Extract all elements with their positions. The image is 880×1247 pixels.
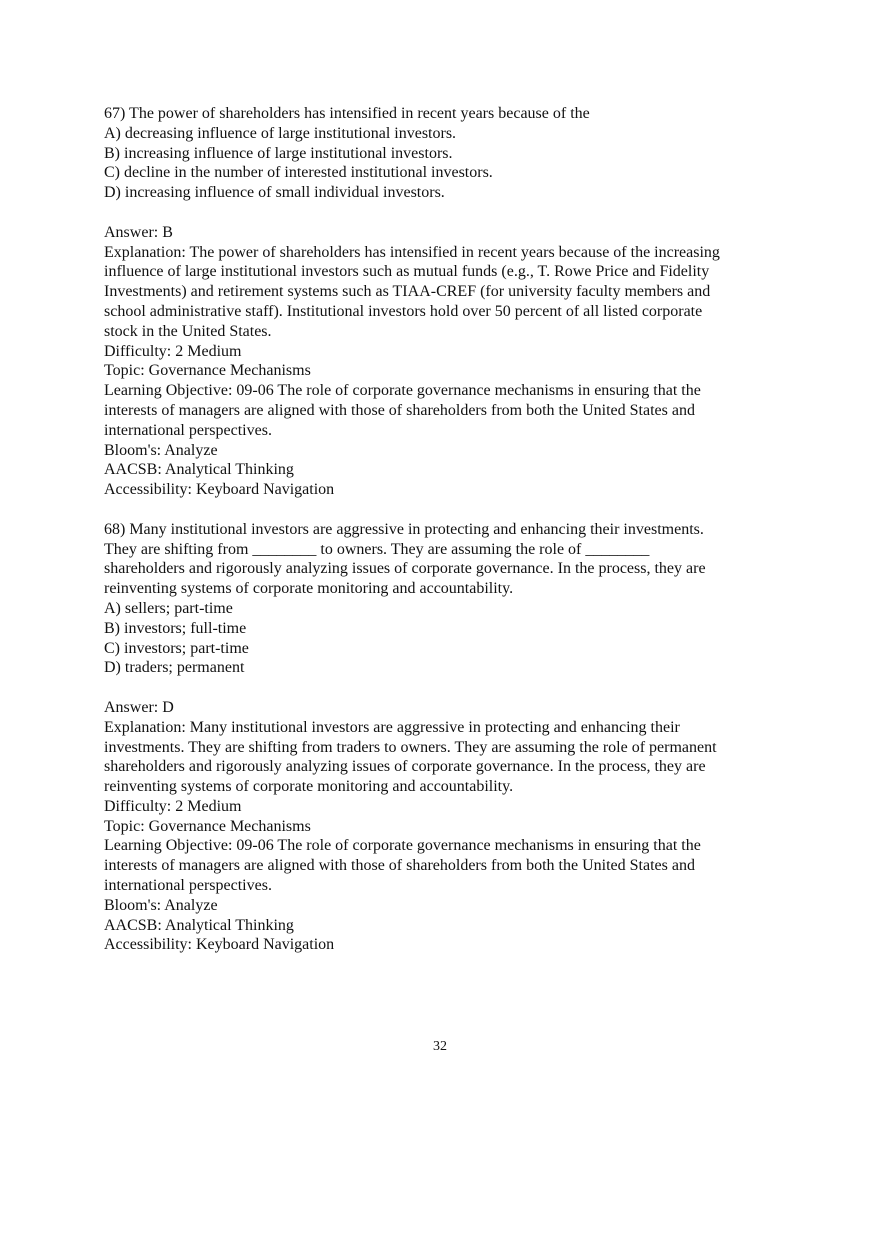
blooms: Bloom's: Analyze	[104, 896, 218, 914]
document-page	[104, 104, 794, 955]
learning-objective	[104, 381, 794, 440]
question-stem-line: reinventing systems of corporate monitoring and accountability.	[104, 580, 514, 598]
difficulty: Difficulty: 2 Medium	[104, 797, 242, 815]
question-68	[104, 520, 794, 956]
objective-line: Learning Objective: 09-06 The role of corporate governance mechanisms in ensuring that the	[104, 837, 701, 855]
topic: Topic: Governance Mechanisms	[104, 362, 311, 380]
difficulty: Difficulty: 2 Medium	[104, 342, 242, 360]
explanation-line: Explanation: Many institutional investors are aggressive in protecting and enhancing their	[104, 718, 680, 736]
question-stem	[104, 104, 794, 124]
question-67	[104, 104, 794, 500]
accessibility: Accessibility: Keyboard Navigation	[104, 481, 335, 499]
accessibility: Accessibility: Keyboard Navigation	[104, 936, 335, 954]
option-d: D) increasing influence of small individual investors.	[104, 184, 445, 202]
explanation-line: influence of large institutional investors such as mutual funds (e.g., T. Rowe Price and Fidelity	[104, 263, 710, 281]
question-stem-line: shareholders and rigorously analyzing issues of corporate governance. In the process, they are	[104, 560, 706, 578]
explanation-line: stock in the United States.	[104, 322, 272, 340]
spacer	[104, 678, 794, 698]
question-stem-line: They are shifting from ________ to owners. They are assuming the role of ________	[104, 540, 650, 558]
objective-line: interests of managers are aligned with those of shareholders from both the United States and	[104, 857, 695, 875]
explanation-line: school administrative staff). Institutional investors hold over 50 percent of all listed corporate	[104, 302, 703, 320]
explanation-line: investments. They are shifting from traders to owners. They are assuming the role of permanent	[104, 738, 717, 756]
page-number: 32	[433, 1039, 447, 1054]
explanation-line: reinventing systems of corporate monitoring and accountability.	[104, 778, 514, 796]
explanation	[104, 718, 794, 797]
explanation-line: Explanation: The power of shareholders has intensified in recent years because of the increasing	[104, 243, 720, 261]
objective-line: Learning Objective: 09-06 The role of corporate governance mechanisms in ensuring that the	[104, 382, 701, 400]
answer-options	[104, 124, 794, 203]
question-stem-line: 67) The power of shareholders has intensified in recent years because of the	[104, 105, 590, 122]
learning-objective	[104, 836, 794, 895]
aacsb: AACSB: Analytical Thinking	[104, 916, 294, 934]
explanation	[104, 243, 794, 342]
blooms: Bloom's: Analyze	[104, 441, 218, 459]
option-b: B) investors; full-time	[104, 619, 247, 637]
option-c: C) investors; part-time	[104, 639, 249, 657]
objective-line: international perspectives.	[104, 877, 272, 895]
option-a: A) sellers; part-time	[104, 599, 233, 617]
topic: Topic: Governance Mechanisms	[104, 817, 311, 835]
option-b: B) increasing influence of large institutional investors.	[104, 144, 453, 162]
explanation-line: shareholders and rigorously analyzing issues of corporate governance. In the process, they are	[104, 758, 706, 776]
spacer	[104, 500, 794, 520]
aacsb: AACSB: Analytical Thinking	[104, 461, 294, 479]
question-stem	[104, 520, 794, 599]
answer-options	[104, 599, 794, 678]
explanation-line: Investments) and retirement systems such as TIAA-CREF (for university faculty members and	[104, 283, 711, 301]
answer-line: Answer: D	[104, 698, 174, 716]
question-stem-line: 68) Many institutional investors are aggressive in protecting and enhancing their investments.	[104, 520, 704, 538]
option-a: A) decreasing influence of large institutional investors.	[104, 124, 457, 142]
objective-line: international perspectives.	[104, 421, 272, 439]
option-d: D) traders; permanent	[104, 659, 245, 677]
option-c: C) decline in the number of interested institutional investors.	[104, 164, 493, 182]
spacer	[104, 203, 794, 223]
answer-line: Answer: B	[104, 223, 173, 241]
objective-line: interests of managers are aligned with those of shareholders from both the United States and	[104, 401, 695, 419]
